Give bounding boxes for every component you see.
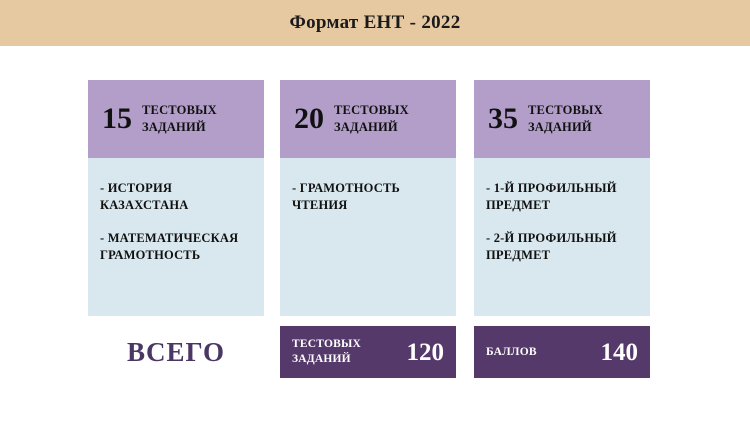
column-1-count-label: ТЕСТОВЫХ ЗАДАНИЙ <box>142 103 217 134</box>
total-box-points-label: БАЛЛОВ <box>486 345 537 358</box>
column-1-header <box>88 80 264 158</box>
totals-group <box>0 326 750 378</box>
column-2-count: 20 <box>294 102 324 135</box>
column-2-header <box>280 80 456 158</box>
column-3 <box>474 80 650 316</box>
total-word: ВСЕГО <box>126 337 226 367</box>
list-item: - ИСТОРИЯ КАЗАХСТАНА <box>100 181 189 212</box>
list-item: - 1-Й ПРОФИЛЬНЫЙ ПРЕДМЕТ <box>486 181 617 212</box>
total-box-points <box>474 326 650 378</box>
list-item: - МАТЕМАТИЧЕСКАЯ ГРАМОТНОСТЬ <box>100 230 239 262</box>
list-item: - ГРАМОТНОСТЬ ЧТЕНИЯ <box>292 181 400 212</box>
total-box-tasks <box>280 326 456 378</box>
column-3-header <box>474 80 650 158</box>
column-1 <box>88 80 264 316</box>
column-3-count: 35 <box>488 102 518 135</box>
column-2-count-label: ТЕСТОВЫХ ЗАДАНИЙ <box>334 103 409 134</box>
page-title: Формат ЕНТ - 2022 <box>289 12 461 33</box>
column-3-count-label: ТЕСТОВЫХ ЗАДАНИЙ <box>528 103 603 134</box>
list-item: - 2-Й ПРОФИЛЬНЫЙ ПРЕДМЕТ <box>486 230 617 262</box>
column-3-body <box>474 158 650 316</box>
total-box-points-value: 140 <box>600 338 638 366</box>
column-2 <box>280 80 456 316</box>
column-1-body <box>88 158 264 316</box>
total-box-tasks-label: ТЕСТОВЫХ ЗАДАНИЙ <box>292 338 361 365</box>
column-1-count: 15 <box>102 102 132 135</box>
columns-group <box>0 80 750 316</box>
total-box-tasks-value: 120 <box>406 338 444 366</box>
column-2-body <box>280 158 456 316</box>
